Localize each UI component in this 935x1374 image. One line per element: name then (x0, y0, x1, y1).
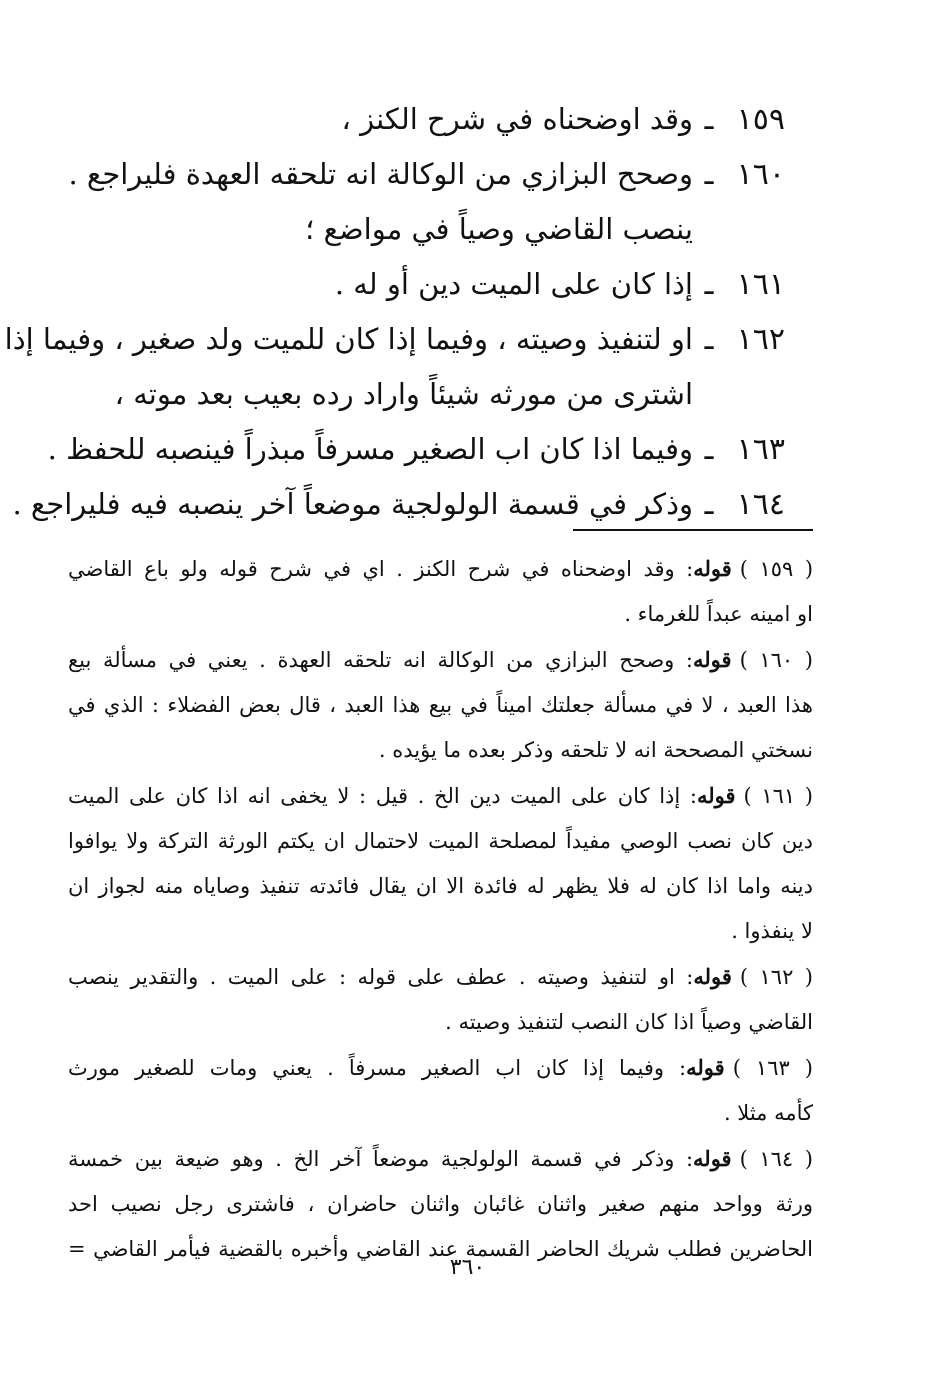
main-entry (85, 92, 785, 147)
entry-line: إذا كان على الميت دين أو له . (334, 267, 693, 301)
footnote-line (68, 773, 813, 819)
entry-text (85, 257, 693, 312)
footnote-text: : او لتنفيذ وصيته . عطف على قوله : على الميت . والتقدير ينصب (68, 965, 694, 989)
main-entry (12, 477, 785, 532)
footnote-text: : إذا كان على الميت دين الخ . قيل : لا يخفى انه اذا كان على الميت (68, 784, 697, 808)
entry-text (5, 312, 693, 422)
footnote-keyword: قوله (686, 1055, 725, 1080)
entry-dash: ـ (704, 487, 714, 522)
main-entry (85, 257, 785, 312)
footnote-line: هذا العبد ، لا في مسألة جعلتك اميناً في بيع هذا العبد ، قال بعض الفضلاء : الذي في (68, 693, 813, 717)
footnote-text: : وذكر في قسمة الولولجية موضعاً آخر الخ . وهو ضيعة بين خمسة (68, 1147, 694, 1171)
footnote-keyword: قوله (693, 647, 732, 672)
entry-line: او لتنفيذ وصيته ، وفيما إذا كان للميت ولد صغير ، وفيما إذا (4, 322, 693, 356)
footnote-line (68, 954, 813, 1000)
entry-line: وفيما اذا كان اب الصغير مسرفاً مبذراً فينصبه للحفظ . (47, 432, 693, 466)
entry-dash: ـ (704, 102, 714, 137)
footnote (68, 637, 813, 773)
footnote-ref: ( ١٦٤ ) (739, 1147, 813, 1171)
footnote-separator (573, 529, 813, 531)
footnote-line (68, 1045, 813, 1091)
footnote-line: نسختي المصححة انه لا تلحقه وذكر بعده ما يؤيده . (378, 738, 813, 762)
footnote-line: لا ينفذوا . (731, 919, 813, 943)
entry-text (12, 477, 693, 532)
entry-text (85, 92, 693, 147)
entry-line: اشترى من مورثه شيئاً واراد رده بعيب بعد موته ، (114, 377, 693, 411)
entry-line: ينصب القاضي وصياً في مواضع ؛ (305, 212, 693, 246)
page-number: ٣٦٠ (449, 1255, 486, 1280)
footnote-ref: ( ١٦٣ ) (732, 1056, 813, 1080)
footnote-line (68, 546, 813, 592)
entry-number: ١٦٢ (736, 322, 785, 357)
entry-number: ١٦٣ (736, 432, 785, 467)
entry-number: ١٦١ (736, 267, 785, 302)
footnote-line: الحاضرين فطلب شريك الحاضر القسمة عند القاضي وأخبره بالقضية فيأمر القاضي = (68, 1237, 813, 1261)
footnote-line: او امينه عبداً للغرماء . (624, 602, 813, 626)
entry-line: وذكر في قسمة الولولجية موضعاً آخر ينصبه فيه فليراجع . (12, 487, 693, 521)
footnote-line: ورثة وواحد منهم صغير واثنان غائبان واثنان حاضران ، فاشترى رجل نصيب احد (68, 1192, 813, 1216)
footnote-line: القاضي وصياً اذا كان النصب لتنفيذ وصيته . (445, 1010, 813, 1034)
footnote-keyword: قوله (693, 964, 732, 989)
entry-dash: ـ (704, 157, 714, 192)
entry-dash: ـ (704, 267, 714, 302)
main-entry (68, 147, 785, 257)
footnote-line (68, 1136, 813, 1182)
entry-text (48, 422, 693, 477)
main-entry (47, 422, 785, 477)
main-entry (4, 312, 785, 422)
footnote (68, 1045, 813, 1136)
footnote (68, 546, 813, 637)
main-text-block (4, 92, 785, 532)
footnote-keyword: قوله (696, 783, 736, 808)
entry-number: ١٥٩ (736, 102, 785, 137)
entry-number: ١٦٤ (736, 487, 785, 522)
entry-text (68, 147, 693, 257)
footnote-text: : وفيما إذا كان اب الصغير مسرفاً . يعني ومات للصغير مورث (68, 1056, 687, 1080)
entry-number: ١٦٠ (736, 157, 785, 192)
footnote-line: كأمه مثلا . (723, 1101, 813, 1125)
footnote-keyword: قوله (693, 1146, 732, 1171)
entry-dash: ـ (704, 432, 714, 467)
footnote-keyword: قوله (693, 556, 732, 581)
footnote (68, 954, 813, 1045)
footnote-text: : وقد اوضحناه في شرح الكنز . اي في شرح قوله ولو باع القاضي (68, 557, 694, 581)
footnote-line: دين كان نصب الوصي مفيداً لمصلحة الميت لاحتمال ان يكتم الورثة التركة ولا يوافوا (68, 829, 813, 853)
footnote-ref: ( ١٥٩ ) (739, 557, 814, 581)
footnote-ref: ( ١٦٠ ) (739, 648, 813, 672)
footnotes-block (68, 546, 813, 1272)
entry-dash: ـ (704, 322, 714, 357)
footnote-line (68, 637, 813, 683)
footnote-ref: ( ١٦١ ) (743, 784, 813, 808)
footnote (68, 773, 813, 954)
footnote-line: دينه واما اذا كان له فلا يظهر له فائدة الا ان يقال فائدته تنفيذ وصاياه منه لجواز ان (68, 874, 813, 898)
entry-line: وصحح البزازي من الوكالة انه تلحقه العهدة فليراجع . (68, 157, 693, 191)
footnote-ref: ( ١٦٢ ) (739, 965, 813, 989)
footnote-text: : وصحح البزازي من الوكالة انه تلحقه العهدة . يعني في مسألة بيع (68, 648, 694, 672)
entry-line: وقد اوضحناه في شرح الكنز ، (341, 102, 693, 136)
